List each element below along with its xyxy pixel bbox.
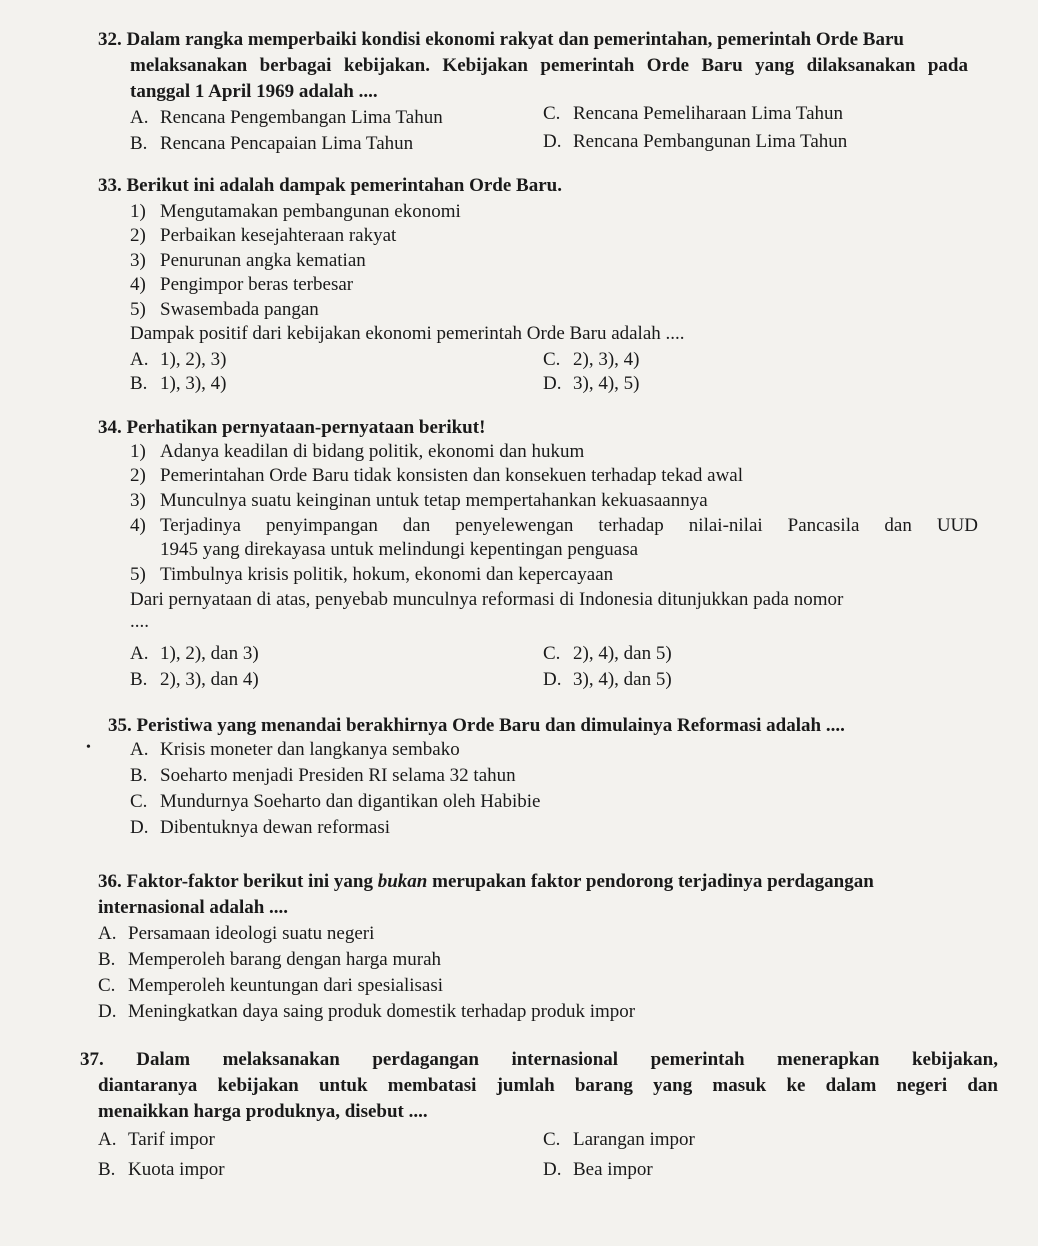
list-item: 2) Perbaikan kesejahteraan rakyat (130, 225, 397, 246)
question-stem-line: melaksanakan berbagai kebijakan. Kebijakan pemerintah Orde Baru yang dilaksanakan pada (130, 55, 968, 76)
question-number: 34. (98, 417, 122, 438)
question-stem-text: Faktor-faktor berikut ini yang (126, 871, 378, 892)
option-a[interactable]: A. Rencana Pengembangan Lima Tahun (130, 107, 443, 128)
question-number: 32. (98, 29, 122, 50)
option-a[interactable]: A. Tarif impor (98, 1129, 215, 1150)
question-stem-line: Berikut ini adalah dampak pemerintahan Orde Baru. (126, 175, 562, 196)
option-b[interactable]: B. 2), 3), dan 4) (130, 669, 259, 690)
option-d[interactable]: D. Bea impor (543, 1159, 653, 1180)
option-b[interactable]: B. Soeharto menjadi Presiden RI selama 32 tahun (130, 765, 516, 786)
option-c[interactable]: C. Rencana Pemeliharaan Lima Tahun (543, 103, 844, 124)
option-d[interactable]: D. Dibentuknya dewan reformasi (130, 817, 391, 838)
option-d[interactable]: D. Meningkatkan daya saing produk domestik terhadap produk impor (98, 1001, 636, 1022)
option-a[interactable]: A. Krisis moneter dan langkanya sembako (130, 739, 460, 760)
option-c[interactable]: C. Mundurnya Soeharto dan digantikan oleh Habibie (130, 791, 541, 812)
pen-mark: • (86, 740, 91, 755)
list-item: 3) Munculnya suatu keinginan untuk tetap mempertahankan kekuasaannya (130, 490, 708, 511)
question-prompt-continuation: .... (130, 611, 149, 632)
option-d[interactable]: D. 3), 4), 5) (543, 373, 640, 394)
option-b[interactable]: B. 1), 3), 4) (130, 373, 227, 394)
question-number: 37. (80, 1049, 104, 1070)
list-item: 1) Mengutamakan pembangunan ekonomi (130, 201, 461, 222)
list-item: 1) Adanya keadilan di bidang politik, ekonomi dan hukum (130, 441, 585, 462)
question-stem-line: internasional adalah .... (98, 897, 289, 918)
list-item: 5) Swasembada pangan (130, 299, 319, 320)
list-item: 5) Timbulnya krisis politik, hokum, ekonomi dan kepercayaan (130, 564, 614, 585)
list-item: 4) Terjadinya penyimpangan dan penyelewengan terhadap nilai-nilai Pancasila dan UUD (130, 515, 978, 536)
list-item: 2) Pemerintahan Orde Baru tidak konsisten dan konsekuen terhadap tekad awal (130, 465, 744, 486)
question-stem-text: merupakan faktor pendorong terjadinya perdagangan (427, 871, 874, 892)
question-stem-line: tanggal 1 April 1969 adalah .... (130, 81, 378, 102)
question-prompt: Dampak positif dari kebijakan ekonomi pemerintah Orde Baru adalah .... (130, 323, 685, 344)
question-prompt: Dari pernyataan di atas, penyebab munculnya reformasi di Indonesia ditunjukkan pada nomor (130, 589, 844, 610)
question-stem-line: Dalam melaksanakan perdagangan internasional pemerintah menerapkan kebijakan, (136, 1049, 999, 1070)
option-c[interactable]: C. 2), 3), 4) (543, 349, 640, 370)
option-d[interactable]: D. 3), 4), dan 5) (543, 669, 672, 690)
option-b[interactable]: B. Kuota impor (98, 1159, 225, 1180)
question-stem-line: menaikkan harga produknya, disebut .... (98, 1101, 428, 1122)
list-item-continuation: 1945 yang direkayasa untuk melindungi kepentingan penguasa (160, 539, 639, 560)
option-b[interactable]: B. Rencana Pencapaian Lima Tahun (130, 133, 414, 154)
question-stem-line: Perhatikan pernyataan-pernyataan berikut! (126, 417, 486, 438)
option-c[interactable]: C. Memperoleh keuntungan dari spesialisasi (98, 975, 444, 996)
question-number: 33. (98, 175, 122, 196)
option-a[interactable]: A. 1), 2), dan 3) (130, 643, 259, 664)
question-number: 35. (108, 715, 132, 736)
option-d[interactable]: D. Rencana Pembangunan Lima Tahun (543, 131, 848, 152)
option-c[interactable]: C. 2), 4), dan 5) (543, 643, 672, 664)
option-a[interactable]: A. Persamaan ideologi suatu negeri (98, 923, 375, 944)
option-c[interactable]: C. Larangan impor (543, 1129, 695, 1150)
emphasis-word: bukan (377, 871, 428, 892)
list-item: 3) Penurunan angka kematian (130, 250, 366, 271)
list-item: 4) Pengimpor beras terbesar (130, 274, 354, 295)
question-number: 36. (98, 871, 122, 892)
question-stem-line: Dalam rangka memperbaiki kondisi ekonomi rakyat dan pemerintahan, pemerintah Orde Baru (126, 29, 904, 50)
question-stem-line: Peristiwa yang menandai berakhirnya Orde Baru dan dimulainya Reformasi adalah .... (136, 715, 845, 736)
option-b[interactable]: B. Memperoleh barang dengan harga murah (98, 949, 442, 970)
question-stem-line: diantaranya kebijakan untuk membatasi jumlah barang yang masuk ke dalam negeri dan (98, 1075, 998, 1096)
option-a[interactable]: A. 1), 2), 3) (130, 349, 227, 370)
